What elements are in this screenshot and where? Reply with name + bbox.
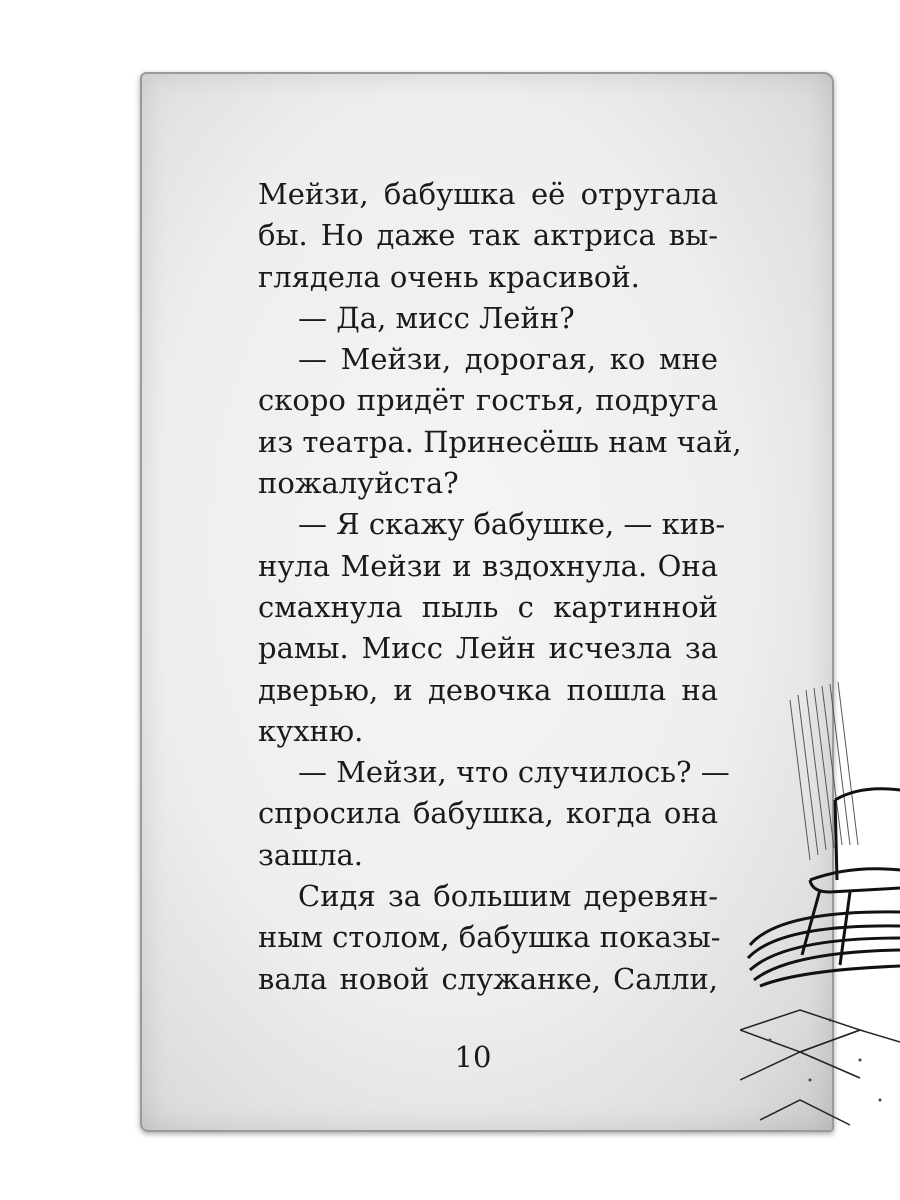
text-line: пожалуйста? bbox=[258, 466, 459, 501]
paragraph bbox=[258, 174, 718, 298]
text-line: — Мейзи, дорогая, ко мне bbox=[298, 342, 718, 377]
text-line: ным столом, бабушка показы- bbox=[258, 920, 721, 955]
text-line: спросила бабушка, когда она bbox=[258, 796, 718, 831]
page-text bbox=[258, 174, 742, 1000]
text-line: бы. Но даже так актриса вы- bbox=[258, 218, 718, 253]
text-line: кухню. bbox=[258, 713, 364, 748]
paragraph bbox=[258, 339, 742, 504]
page-number: 10 bbox=[454, 1040, 492, 1074]
text-line: Сидя за большим деревян- bbox=[298, 879, 718, 914]
paragraph bbox=[258, 876, 721, 1000]
paragraph bbox=[258, 504, 726, 752]
paragraph bbox=[258, 752, 730, 876]
text-line: скоро придёт гостья, подруга bbox=[258, 383, 718, 418]
paragraph bbox=[258, 298, 718, 339]
text-line: рамы. Мисс Лейн исчезла за bbox=[258, 631, 718, 666]
text-line: смахнула пыль с картинной bbox=[258, 589, 718, 624]
chair-illustration-icon bbox=[740, 680, 900, 1140]
book-page bbox=[140, 72, 834, 1132]
text-line: — Я скажу бабушке, — кив- bbox=[298, 507, 726, 542]
text-line: — Мейзи, что случилось? — bbox=[298, 755, 730, 790]
text-line: глядела очень красивой. bbox=[258, 259, 640, 294]
text-line: нула Мейзи и вздохнула. Она bbox=[258, 548, 718, 583]
text-line: Мейзи, бабушка её отругала bbox=[258, 177, 718, 211]
text-line: — Да, мисс Лейн? bbox=[298, 300, 575, 335]
text-line: дверью, и девочка пошла на bbox=[258, 672, 718, 707]
text-line: из театра. Принесёшь нам чай, bbox=[258, 424, 742, 459]
text-line: вала новой служанке, Салли, bbox=[258, 961, 718, 996]
text-line: зашла. bbox=[258, 837, 363, 872]
